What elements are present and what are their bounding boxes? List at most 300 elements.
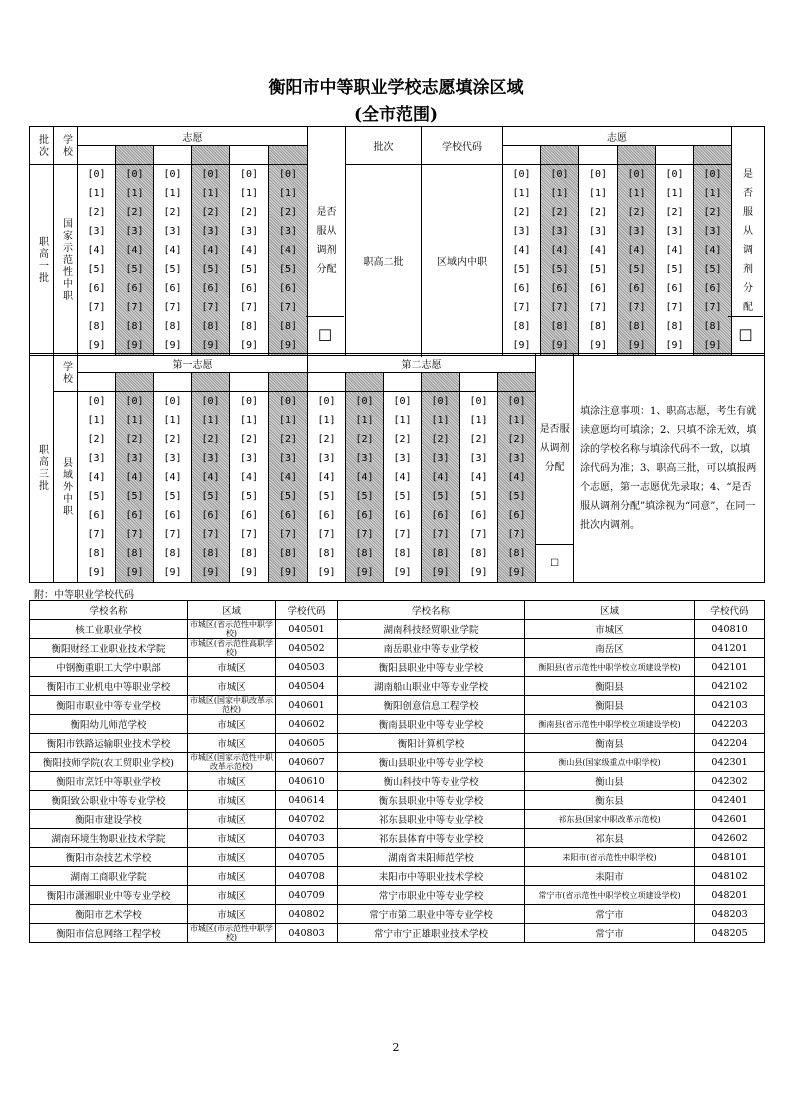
bubble-option[interactable]: [5] xyxy=(87,264,106,275)
table-cell: 市城区 xyxy=(188,867,276,886)
bubble-column[interactable] xyxy=(656,165,694,356)
bubble-option[interactable]: [7] xyxy=(239,529,259,540)
table-cell: 衡东县 xyxy=(525,791,695,810)
bubble-option[interactable]: [1] xyxy=(239,188,259,199)
write-box[interactable] xyxy=(498,373,536,392)
write-box[interactable] xyxy=(192,146,230,165)
bubble-option[interactable]: [0] xyxy=(278,169,298,180)
bubble-option[interactable]: [3] xyxy=(317,453,336,464)
bubble-option[interactable]: [3] xyxy=(201,453,220,464)
bubble-option[interactable]: [5] xyxy=(278,491,298,502)
bubble-option[interactable]: [5] xyxy=(703,264,722,275)
bubble-option[interactable]: [4] xyxy=(87,472,106,483)
bubble-option[interactable]: [7] xyxy=(278,529,298,540)
bubble-option[interactable]: [2] xyxy=(588,207,608,218)
right-obey-checkbox[interactable]: ☐ xyxy=(728,316,763,354)
bubble-option[interactable]: [7] xyxy=(201,302,220,313)
bubble-option[interactable]: [7] xyxy=(201,529,220,540)
table-cell: 048203 xyxy=(695,905,765,924)
bubble-option[interactable]: [5] xyxy=(627,264,646,275)
bubble-option[interactable]: [3] xyxy=(239,453,259,464)
bubble-option[interactable]: [3] xyxy=(163,226,182,237)
bubble-option[interactable]: [4] xyxy=(588,245,608,256)
write-box[interactable] xyxy=(579,146,618,165)
bubble-column[interactable] xyxy=(269,165,308,356)
bubble-option[interactable]: [2] xyxy=(239,434,259,445)
bubble-option[interactable]: [7] xyxy=(507,529,526,540)
bubble-option[interactable]: [6] xyxy=(469,510,488,521)
bubble-column[interactable] xyxy=(460,392,498,583)
bubble-column[interactable] xyxy=(192,165,230,356)
bubble-option[interactable]: [8] xyxy=(239,321,259,332)
bubble-option[interactable]: [9] xyxy=(163,567,182,578)
bubble-option[interactable]: [3] xyxy=(163,453,182,464)
bubble-option[interactable]: [9] xyxy=(239,567,259,578)
bubble-option[interactable]: [2] xyxy=(125,207,144,218)
bubble-option[interactable]: [2] xyxy=(431,434,450,445)
write-box[interactable] xyxy=(154,146,192,165)
bubble-option[interactable]: [6] xyxy=(512,283,531,294)
bubble-option[interactable]: [0] xyxy=(87,396,106,407)
bubble-option[interactable]: [5] xyxy=(163,264,182,275)
bubble-column[interactable] xyxy=(541,165,579,356)
bubble-option[interactable]: [9] xyxy=(278,340,298,351)
bubble-option[interactable]: [9] xyxy=(627,340,646,351)
bubble-option[interactable]: [6] xyxy=(87,510,106,521)
bubble-option[interactable]: [6] xyxy=(703,283,722,294)
bubble-option[interactable]: [3] xyxy=(125,453,144,464)
bubble-option[interactable]: [7] xyxy=(665,302,684,313)
bubble-option[interactable]: [9] xyxy=(87,567,106,578)
bubble-option[interactable]: [3] xyxy=(665,226,684,237)
bubble-option[interactable]: [5] xyxy=(239,491,259,502)
bubble-option[interactable]: [9] xyxy=(201,567,220,578)
bubble-option[interactable]: [5] xyxy=(87,491,106,502)
bubble-option[interactable]: [6] xyxy=(278,283,298,294)
bubble-option[interactable]: [9] xyxy=(393,567,412,578)
bubble-option[interactable]: [6] xyxy=(588,283,608,294)
write-box[interactable] xyxy=(422,373,460,392)
bubble-option[interactable]: [9] xyxy=(431,567,450,578)
bubble-option[interactable]: [4] xyxy=(278,245,298,256)
bubble-column[interactable] xyxy=(154,165,192,356)
bubble-option[interactable]: [1] xyxy=(201,188,220,199)
bubble-option[interactable]: [6] xyxy=(431,510,450,521)
bubble-option[interactable]: [7] xyxy=(239,302,259,313)
bubble-option[interactable]: [5] xyxy=(588,264,608,275)
bubble-option[interactable]: [9] xyxy=(507,567,526,578)
bubble-option[interactable]: [8] xyxy=(550,321,569,332)
write-box[interactable] xyxy=(460,373,498,392)
bubble-option[interactable]: [4] xyxy=(125,245,144,256)
bubble-option[interactable]: [4] xyxy=(87,245,106,256)
write-box[interactable] xyxy=(116,146,154,165)
bubble-option[interactable]: [2] xyxy=(627,207,646,218)
bubble-option[interactable]: [0] xyxy=(239,396,259,407)
bubble-option[interactable]: [6] xyxy=(239,283,259,294)
bubble-option[interactable]: [4] xyxy=(163,472,182,483)
bubble-option[interactable]: [8] xyxy=(125,321,144,332)
bubble-option[interactable]: [3] xyxy=(627,226,646,237)
bubble-option[interactable]: [2] xyxy=(163,434,182,445)
bubble-option[interactable]: [3] xyxy=(125,226,144,237)
bubble-option[interactable]: [6] xyxy=(87,283,106,294)
bubble-option[interactable]: [8] xyxy=(393,548,412,559)
bubble-option[interactable]: [2] xyxy=(703,207,722,218)
bubble-option[interactable]: [0] xyxy=(627,169,646,180)
bubble-option[interactable]: [2] xyxy=(278,207,298,218)
bubble-option[interactable]: [7] xyxy=(469,529,488,540)
bubble-option[interactable]: [6] xyxy=(239,510,259,521)
bubble-option[interactable]: [8] xyxy=(163,321,182,332)
bubble-option[interactable]: [5] xyxy=(278,264,298,275)
bubble-option[interactable]: [9] xyxy=(665,340,684,351)
write-box[interactable] xyxy=(308,373,346,392)
bubble-option[interactable]: [0] xyxy=(87,169,106,180)
bubble-option[interactable]: [0] xyxy=(703,169,722,180)
write-box[interactable] xyxy=(541,146,579,165)
bubble-option[interactable]: [1] xyxy=(278,188,298,199)
bubble-option[interactable]: [1] xyxy=(431,415,450,426)
bubble-option[interactable]: [9] xyxy=(512,340,531,351)
bubble-option[interactable]: [6] xyxy=(317,510,336,521)
bubble-column[interactable] xyxy=(618,165,656,356)
bubble-option[interactable]: [8] xyxy=(469,548,488,559)
bubble-option[interactable]: [8] xyxy=(163,548,182,559)
bubble-option[interactable]: [0] xyxy=(201,169,220,180)
bubble-option[interactable]: [2] xyxy=(469,434,488,445)
bubble-option[interactable]: [1] xyxy=(512,188,531,199)
bubble-option[interactable]: [7] xyxy=(627,302,646,313)
bubble-option[interactable]: [0] xyxy=(588,169,608,180)
bubble-option[interactable]: [8] xyxy=(512,321,531,332)
bubble-option[interactable]: [2] xyxy=(393,434,412,445)
bubble-option[interactable]: [6] xyxy=(125,510,144,521)
bubble-column[interactable] xyxy=(78,392,116,583)
bubble-option[interactable]: [6] xyxy=(125,283,144,294)
bubble-option[interactable]: [0] xyxy=(125,396,144,407)
bubble-option[interactable]: [8] xyxy=(588,321,608,332)
bubble-option[interactable]: [7] xyxy=(588,302,608,313)
bubble-option[interactable]: [9] xyxy=(125,340,144,351)
bubble-option[interactable]: [4] xyxy=(469,472,488,483)
bubble-option[interactable]: [5] xyxy=(239,264,259,275)
bubble-option[interactable]: [8] xyxy=(87,321,106,332)
write-box[interactable] xyxy=(656,146,694,165)
bubble-option[interactable]: [1] xyxy=(163,415,182,426)
bubble-option[interactable]: [5] xyxy=(317,491,336,502)
bubble-option[interactable]: [2] xyxy=(512,207,531,218)
write-box[interactable] xyxy=(192,373,230,392)
bubble-option[interactable]: [7] xyxy=(87,529,106,540)
table-cell: 市城区 xyxy=(188,848,276,867)
bubble-option[interactable]: [3] xyxy=(431,453,450,464)
bubble-option[interactable]: [8] xyxy=(627,321,646,332)
write-box[interactable] xyxy=(694,146,732,165)
bubble-option[interactable]: [8] xyxy=(317,548,336,559)
table-row xyxy=(30,867,765,886)
bubble-option[interactable]: [1] xyxy=(239,415,259,426)
bubble-option[interactable]: [7] xyxy=(393,529,412,540)
bubble-option[interactable]: [3] xyxy=(87,453,106,464)
bubble-option[interactable]: [0] xyxy=(393,396,412,407)
bubble-column[interactable] xyxy=(498,392,536,583)
bubble-option[interactable]: [7] xyxy=(163,529,182,540)
bubble-column[interactable] xyxy=(154,392,192,583)
write-box[interactable] xyxy=(269,373,308,392)
bubble-option[interactable]: [6] xyxy=(665,283,684,294)
bubble-option[interactable]: [1] xyxy=(627,188,646,199)
bubble-option[interactable]: [2] xyxy=(239,207,259,218)
bubble-option[interactable]: [1] xyxy=(588,188,608,199)
bubble-option[interactable]: [4] xyxy=(507,472,526,483)
bubble-option[interactable]: [1] xyxy=(317,415,336,426)
table-cell: 040504 xyxy=(276,677,338,696)
write-box[interactable] xyxy=(230,373,269,392)
bubble-column[interactable] xyxy=(269,392,308,583)
bubble-option[interactable]: [6] xyxy=(393,510,412,521)
bubble-option[interactable]: [5] xyxy=(469,491,488,502)
write-box[interactable] xyxy=(346,373,384,392)
bubble-option[interactable]: [3] xyxy=(469,453,488,464)
bubble-column[interactable] xyxy=(192,392,230,583)
bubble-option[interactable]: [5] xyxy=(355,491,374,502)
bubble-option[interactable]: [3] xyxy=(512,226,531,237)
bubble-option[interactable]: [1] xyxy=(393,415,412,426)
bubble-option[interactable]: [4] xyxy=(703,245,722,256)
bubble-option[interactable]: [5] xyxy=(507,491,526,502)
bubble-column[interactable] xyxy=(579,165,618,356)
table-cell: 南岳职业中等专业学校 xyxy=(338,639,525,658)
bubble-option[interactable]: [4] xyxy=(239,245,259,256)
bubble-option[interactable]: [0] xyxy=(507,396,526,407)
bubble-option[interactable]: [9] xyxy=(87,340,106,351)
bubble-option[interactable]: [3] xyxy=(703,226,722,237)
bubble-option[interactable]: [2] xyxy=(278,434,298,445)
bubble-option[interactable]: [6] xyxy=(507,510,526,521)
bubble-option[interactable]: [0] xyxy=(125,169,144,180)
bubble-option[interactable]: [6] xyxy=(163,283,182,294)
bubble-option[interactable]: [9] xyxy=(201,340,220,351)
bubble-option[interactable]: [9] xyxy=(239,340,259,351)
write-box[interactable] xyxy=(116,373,154,392)
bubble-option[interactable]: [1] xyxy=(278,415,298,426)
bubble-option[interactable]: [7] xyxy=(278,302,298,313)
bubble-option[interactable]: [3] xyxy=(355,453,374,464)
bubble-option[interactable]: [2] xyxy=(550,207,569,218)
bubble-option[interactable]: [7] xyxy=(355,529,374,540)
bubble-option[interactable]: [0] xyxy=(550,169,569,180)
bubble-option[interactable]: [3] xyxy=(393,453,412,464)
bubble-column[interactable] xyxy=(694,165,732,356)
bubble-option[interactable]: [4] xyxy=(355,472,374,483)
bubble-option[interactable]: [5] xyxy=(393,491,412,502)
bubble-option[interactable]: [2] xyxy=(87,207,106,218)
bubble-option[interactable]: [4] xyxy=(125,472,144,483)
bubble-option[interactable]: [1] xyxy=(665,188,684,199)
bubble-option[interactable]: [2] xyxy=(125,434,144,445)
bubble-option[interactable]: [7] xyxy=(163,302,182,313)
bubble-option[interactable]: [2] xyxy=(665,207,684,218)
bubble-option[interactable]: [7] xyxy=(317,529,336,540)
bubble-option[interactable]: [0] xyxy=(163,169,182,180)
bubble-column[interactable] xyxy=(78,165,116,356)
bubble-option[interactable]: [6] xyxy=(201,283,220,294)
bubble-option[interactable]: [6] xyxy=(163,510,182,521)
bubble-option[interactable]: [7] xyxy=(125,302,144,313)
bubble-option[interactable]: [4] xyxy=(163,245,182,256)
bubble-option[interactable]: [9] xyxy=(163,340,182,351)
bubble-option[interactable]: [1] xyxy=(201,415,220,426)
bubble-option[interactable]: [3] xyxy=(278,226,298,237)
write-box[interactable] xyxy=(269,146,308,165)
bubble-option[interactable]: [9] xyxy=(703,340,722,351)
bubble-option[interactable]: [0] xyxy=(201,396,220,407)
bubble-option[interactable]: [3] xyxy=(201,226,220,237)
bubble-option[interactable]: [1] xyxy=(125,415,144,426)
bubble-column[interactable] xyxy=(116,392,154,583)
bubble-option[interactable]: [2] xyxy=(163,207,182,218)
bubble-option[interactable]: [0] xyxy=(512,169,531,180)
bubble-option[interactable]: [1] xyxy=(469,415,488,426)
bubble-option[interactable]: [2] xyxy=(201,207,220,218)
bubble-column[interactable] xyxy=(503,165,541,356)
write-box[interactable] xyxy=(78,146,116,165)
bubble-option[interactable]: [6] xyxy=(550,283,569,294)
bubble-option[interactable]: [7] xyxy=(125,529,144,540)
bubble-option[interactable]: [4] xyxy=(201,245,220,256)
bubble-option[interactable]: [0] xyxy=(469,396,488,407)
bubble-option[interactable]: [7] xyxy=(87,302,106,313)
bubble-option[interactable]: [8] xyxy=(431,548,450,559)
bubble-option[interactable]: [4] xyxy=(201,472,220,483)
write-box[interactable] xyxy=(78,373,116,392)
bubble-option[interactable]: [7] xyxy=(703,302,722,313)
bubble-option[interactable]: [8] xyxy=(278,548,298,559)
bubble-option[interactable]: [6] xyxy=(278,510,298,521)
bubble-option[interactable]: [7] xyxy=(512,302,531,313)
bubble-option[interactable]: [3] xyxy=(239,226,259,237)
bubble-option[interactable]: [1] xyxy=(87,415,106,426)
bubble-option[interactable]: [9] xyxy=(125,567,144,578)
bubble-option[interactable]: [1] xyxy=(550,188,569,199)
write-box[interactable] xyxy=(618,146,656,165)
bubble-option[interactable]: [8] xyxy=(507,548,526,559)
bubble-option[interactable]: [2] xyxy=(317,434,336,445)
bubble-option[interactable]: [4] xyxy=(393,472,412,483)
table-cell: 042204 xyxy=(695,734,765,753)
bubble-option[interactable]: [7] xyxy=(550,302,569,313)
bubble-option[interactable]: [8] xyxy=(355,548,374,559)
bubble-option[interactable]: [8] xyxy=(278,321,298,332)
bubble-option[interactable]: [5] xyxy=(125,491,144,502)
bubble-option[interactable]: [9] xyxy=(550,340,569,351)
bubble-option[interactable]: [9] xyxy=(588,340,608,351)
bubble-option[interactable]: [8] xyxy=(125,548,144,559)
bubble-option[interactable]: [0] xyxy=(665,169,684,180)
bubble-option[interactable]: [1] xyxy=(163,188,182,199)
bubble-option[interactable]: [8] xyxy=(665,321,684,332)
bubble-column[interactable] xyxy=(346,392,384,583)
write-box[interactable] xyxy=(230,146,269,165)
bubble-option[interactable]: [7] xyxy=(431,529,450,540)
bubble-option[interactable]: [8] xyxy=(703,321,722,332)
bubble-option[interactable]: [0] xyxy=(431,396,450,407)
bubble-option[interactable]: [3] xyxy=(278,453,298,464)
bubble-option[interactable]: [4] xyxy=(627,245,646,256)
bubble-option[interactable]: [6] xyxy=(355,510,374,521)
bubble-column[interactable] xyxy=(308,392,346,583)
bubble-option[interactable]: [4] xyxy=(317,472,336,483)
bubble-option[interactable]: [8] xyxy=(239,548,259,559)
bubble-option[interactable]: [5] xyxy=(431,491,450,502)
bubble-option[interactable]: [0] xyxy=(317,396,336,407)
obey-checkbox[interactable]: ☐ xyxy=(306,316,344,354)
bubble-column[interactable] xyxy=(422,392,460,583)
bubble-option[interactable]: [5] xyxy=(125,264,144,275)
table-cell: 衡南县 xyxy=(525,734,695,753)
bubble-option[interactable]: [0] xyxy=(355,396,374,407)
bubble-option[interactable]: [1] xyxy=(87,188,106,199)
bubble-option[interactable]: [9] xyxy=(278,567,298,578)
bubble-option[interactable]: [9] xyxy=(317,567,336,578)
bubble-option[interactable]: [5] xyxy=(665,264,684,275)
bubble-option[interactable]: [0] xyxy=(239,169,259,180)
bubble-option[interactable]: [4] xyxy=(550,245,569,256)
bubble-column[interactable] xyxy=(116,165,154,356)
bubble-option[interactable]: [0] xyxy=(278,396,298,407)
write-box[interactable] xyxy=(384,373,422,392)
bubble-option[interactable]: [4] xyxy=(278,472,298,483)
bubble-option[interactable]: [8] xyxy=(201,548,220,559)
bubble-option[interactable]: [5] xyxy=(201,491,220,502)
bubble-option[interactable]: [5] xyxy=(550,264,569,275)
bubble-option[interactable]: [5] xyxy=(163,491,182,502)
bubble-option[interactable]: [4] xyxy=(239,472,259,483)
bubble-option[interactable]: [4] xyxy=(665,245,684,256)
bubble-option[interactable]: [3] xyxy=(87,226,106,237)
bubble-option[interactable]: [2] xyxy=(87,434,106,445)
bubble-option[interactable]: [6] xyxy=(201,510,220,521)
bubble-option[interactable]: [1] xyxy=(355,415,374,426)
bubble-option[interactable]: [1] xyxy=(125,188,144,199)
bubble-column[interactable] xyxy=(230,392,269,583)
bubble-option[interactable]: [4] xyxy=(431,472,450,483)
bubble-option[interactable]: [2] xyxy=(201,434,220,445)
bubble-option[interactable]: [3] xyxy=(507,453,526,464)
bubble-option[interactable]: [1] xyxy=(703,188,722,199)
bubble-option[interactable]: [5] xyxy=(201,264,220,275)
bubble-option[interactable]: [2] xyxy=(355,434,374,445)
bubble-option[interactable]: [5] xyxy=(512,264,531,275)
write-box[interactable] xyxy=(503,146,541,165)
write-box[interactable] xyxy=(154,373,192,392)
obey-checkbox[interactable]: ☐ xyxy=(536,544,574,582)
bubble-option[interactable]: [0] xyxy=(163,396,182,407)
bubble-option[interactable]: [9] xyxy=(469,567,488,578)
bubble-option[interactable]: [6] xyxy=(627,283,646,294)
bubble-option[interactable]: [3] xyxy=(550,226,569,237)
bubble-option[interactable]: [9] xyxy=(355,567,374,578)
bubble-option[interactable]: [3] xyxy=(588,226,608,237)
bubble-option[interactable]: [1] xyxy=(507,415,526,426)
bubble-column[interactable] xyxy=(230,165,269,356)
bubble-option[interactable]: [8] xyxy=(201,321,220,332)
bubble-option[interactable]: [2] xyxy=(507,434,526,445)
bubble-column[interactable] xyxy=(384,392,422,583)
bubble-option[interactable]: [8] xyxy=(87,548,106,559)
bubble-option[interactable]: [4] xyxy=(512,245,531,256)
